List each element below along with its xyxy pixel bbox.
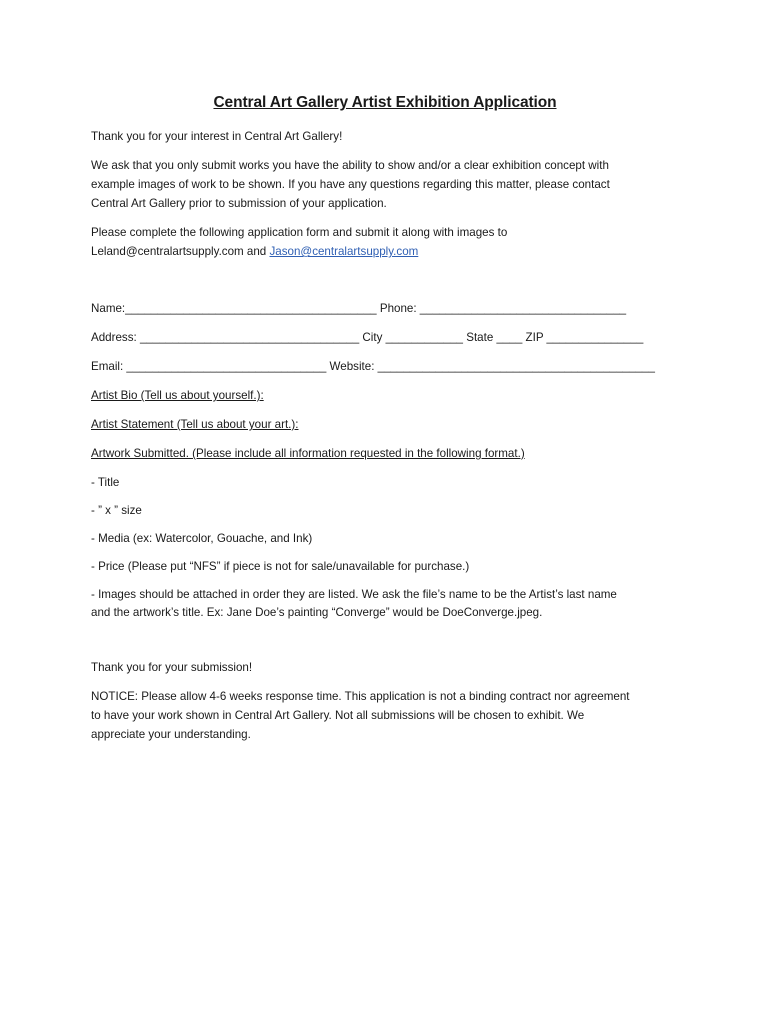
- paragraph1-line3: Central Art Gallery prior to submission of your application.: [91, 197, 387, 210]
- notice-line3: appreciate your understanding.: [91, 728, 251, 741]
- list-item-media: - Media (ex: Watercolor, Gouache, and Ink): [91, 532, 313, 545]
- list-item-size: - ” x ” size: [91, 504, 142, 517]
- paragraph1-line2: example images of work to be shown. If you have any questions regarding this matter, please contact: [91, 178, 610, 191]
- paragraph1-line1: We ask that you only submit works you have the ability to show and/or a clear exhibition concept with: [91, 159, 609, 172]
- artwork-submitted-heading: Artwork Submitted. (Please include all information requested in the following format.): [91, 447, 525, 460]
- paragraph2-line2: [91, 242, 691, 261]
- intro-text: Thank you for your interest in Central Art Gallery!: [91, 130, 343, 143]
- jason-email-link[interactable]: Jason@centralartsupply.com: [269, 245, 419, 258]
- paragraph2-line2-text: Leland@centralartsupply.com and: [91, 245, 270, 258]
- page-title: Central Art Gallery Artist Exhibition Application: [213, 94, 557, 111]
- list-item-title: - Title: [91, 476, 120, 489]
- thanks-text: Thank you for your submission!: [91, 661, 253, 674]
- name-phone-row[interactable]: Name:_______________________________________ Phone: ________________________________: [91, 302, 627, 315]
- images-note-line2: and the artwork’s title. Ex: Jane Doe’s painting “Converge” would be DoeConverge.jpeg.: [91, 606, 543, 619]
- paragraph2-line1: Please complete the following application form and submit it along with images to: [91, 226, 508, 239]
- artist-statement-heading: Artist Statement (Tell us about your art.):: [91, 418, 299, 431]
- notice-line2: to have your work shown in Central Art Gallery. Not all submissions will be chosen to exhibit. We: [91, 709, 585, 722]
- artist-bio-heading: Artist Bio (Tell us about yourself.):: [91, 389, 264, 402]
- list-item-price: - Price (Please put “NFS” if piece is not for sale/unavailable for purchase.): [91, 560, 470, 573]
- address-row[interactable]: Address: __________________________________ City ____________ State ____ ZIP _______________: [91, 331, 644, 344]
- notice-line1: NOTICE: Please allow 4-6 weeks response time. This application is not a binding contract nor agreement: [91, 690, 630, 703]
- email-website-row[interactable]: Email: _______________________________ Website: ___________________________________________: [91, 360, 655, 373]
- images-note-line1: - Images should be attached in order they are listed. We ask the file’s name to be the Artist’s last name: [91, 588, 617, 601]
